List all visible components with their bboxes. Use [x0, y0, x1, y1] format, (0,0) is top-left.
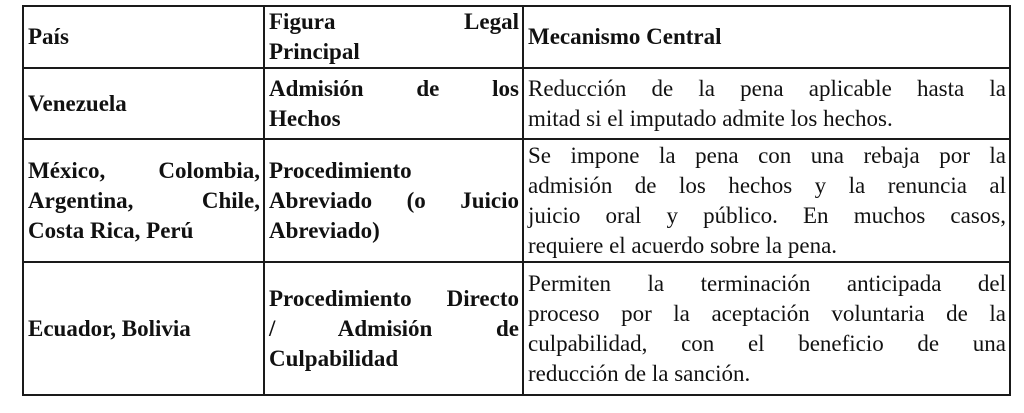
- figure-line: Procedimiento: [269, 157, 412, 183]
- mechanism-line: requiere el acuerdo sobre la pena.: [528, 232, 838, 258]
- figure-line: Procedimiento Directo: [269, 285, 519, 311]
- figure-line: Abreviado): [269, 217, 380, 243]
- header-country: [23, 6, 264, 68]
- table-row: [23, 262, 1010, 395]
- cell-legal-figure: [264, 139, 523, 262]
- country-line: Costa Rica, Perú: [28, 217, 194, 243]
- figure-line: Admisión de los: [269, 75, 519, 101]
- cell-mechanism: [523, 262, 1010, 395]
- table-row: [23, 68, 1010, 139]
- mechanism-line: proceso por la aceptación voluntaria de la: [528, 300, 1006, 326]
- mechanism-line: mitad si el imputado admite los hechos.: [528, 105, 893, 131]
- cell-legal-figure: [264, 68, 523, 139]
- cell-country: [23, 262, 264, 395]
- legal-figures-table: [22, 5, 1011, 396]
- mechanism-line: Reducción de la pena aplicable hasta la: [528, 75, 1006, 101]
- mechanism-line: admisión de los hechos y la renuncia al: [528, 172, 1006, 198]
- mechanism-line: culpabilidad, con el beneficio de una: [528, 330, 1006, 356]
- country-label: Ecuador, Bolivia: [28, 315, 191, 341]
- country-line: México, Colombia,: [28, 157, 260, 183]
- header-mechanism-label: Mecanismo Central: [528, 24, 722, 49]
- table-row: [23, 139, 1010, 262]
- figure-line: / Admisión de: [269, 315, 519, 341]
- header-mechanism: [523, 6, 1010, 68]
- figure-line: Abreviado (o Juicio: [269, 187, 519, 213]
- cell-legal-figure: [264, 262, 523, 395]
- header-legal-figure: [264, 6, 523, 68]
- header-country-label: País: [28, 24, 69, 49]
- figure-line: Hechos: [269, 105, 341, 131]
- figure-line: Culpabilidad: [269, 345, 399, 371]
- mechanism-line: reducción de la sanción.: [528, 360, 751, 386]
- cell-country: [23, 68, 264, 139]
- country-label: Venezuela: [28, 90, 127, 116]
- cell-mechanism: [523, 68, 1010, 139]
- cell-mechanism: [523, 139, 1010, 262]
- header-legal-figure-line1: Figura Legal: [269, 9, 519, 34]
- country-line: Argentina, Chile,: [28, 187, 260, 213]
- cell-country: [23, 139, 264, 262]
- table-header-row: [23, 6, 1010, 68]
- mechanism-line: Permiten la terminación anticipada del: [528, 270, 1006, 296]
- mechanism-line: juicio oral y público. En muchos casos,: [528, 202, 1006, 228]
- mechanism-line: Se impone la pena con una rebaja por la: [528, 142, 1006, 168]
- header-legal-figure-line2: Principal: [269, 39, 360, 64]
